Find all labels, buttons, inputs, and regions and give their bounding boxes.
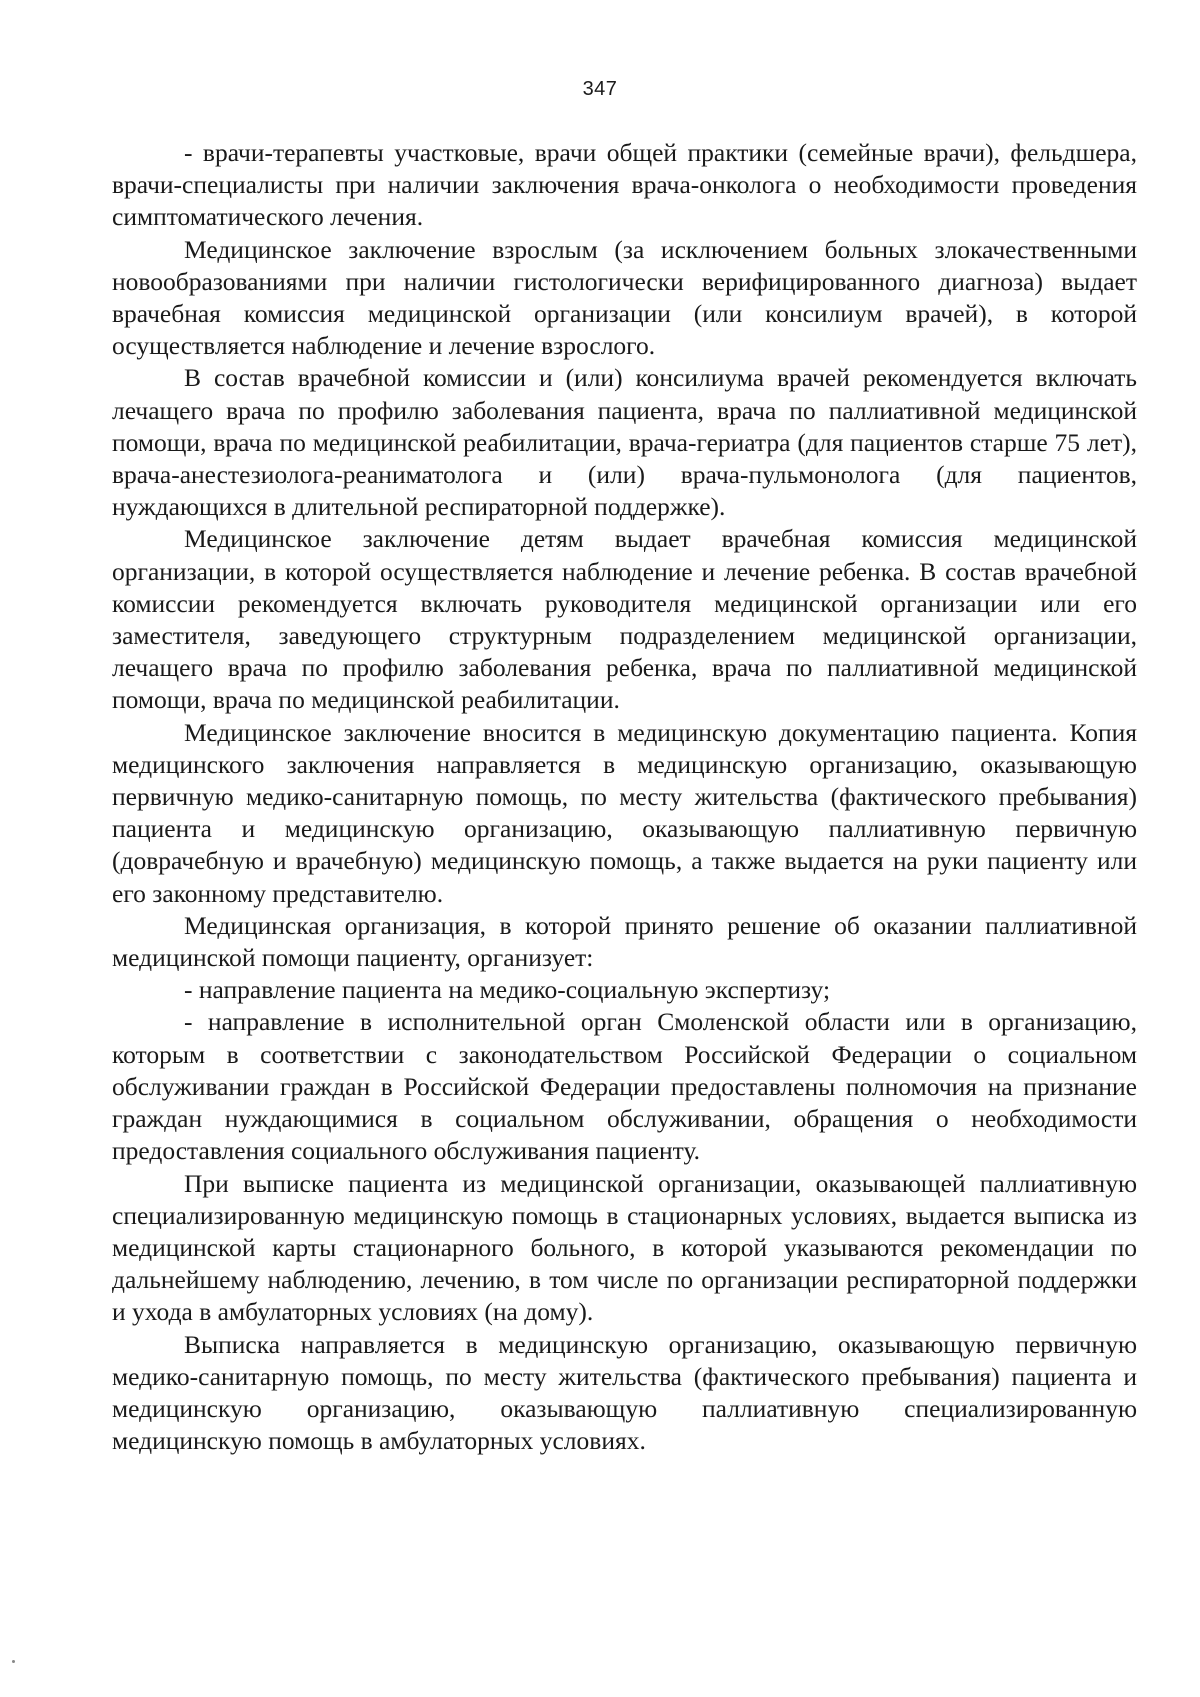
- paragraph-children-conclusion: Медицинское заключение детям выдает врачебная комиссия медицинской организации, в которой осуществляется наблюдение и лечение ребенка. В состав врачебной комиссии рекомендуется включать руководителя медицинской организации или его заместителя, заведующего структурным подразделением медицинской организации, лечащего врача по профилю заболевания ребенка, врача по паллиативной медицинской помощи, врача по медицинской реабилитации.: [112, 524, 1137, 715]
- paragraph-commission-composition: В состав врачебной комиссии и (или) консилиума врачей рекомендуется включать лечащего врача по профилю заболевания пациента, врача по паллиативной медицинской помощи, врача по медицинской реабилитации, врача-гериатра (для пациентов старше 75 лет), врача-анестезиолога-реаниматолога и (или) врача-пульмонолога (для пациентов, нуждающихся в длительной респираторной поддержке).: [112, 363, 1137, 522]
- scan-artifact-dot: [12, 1660, 15, 1663]
- body-text: [112, 137, 1137, 1457]
- paragraph-documentation: Медицинское заключение вносится в медицинскую документацию пациента. Копия медицинского заключения направляется в медицинскую организацию, оказывающую первичную медико-санитарную помощь, по месту жительства (фактического пребывания) пациента и медицинскую организацию, оказывающую паллиативную первичную (доврачебную и врачебную) медицинскую помощь, а также выдается на руки пациенту или его законному представителю.: [112, 717, 1137, 908]
- list-item-social-services-referral: - направление в исполнительной орган Смоленской области или в организацию, которым в соответствии с законодательством Российской Федерации о социальном обслуживании граждан в Российской Федерации предоставлены полномочия на признание граждан нуждающимися в социальном обслуживании, обращения о необходимости предоставления социального обслуживания пациенту.: [112, 1007, 1137, 1166]
- paragraph-physicians-list: - врачи-терапевты участковые, врачи общей практики (семейные врачи), фельдшера, врачи-специалисты при наличии заключения врача-онколога о необходимости проведения симптоматического лечения.: [112, 138, 1137, 232]
- paragraph-extract-referral: Выписка направляется в медицинскую организацию, оказывающую первичную медико-санитарную помощь, по месту жительства (фактического пребывания) пациента и медицинскую организацию, оказывающую паллиативную специализированную медицинскую помощь в амбулаторных условиях.: [112, 1329, 1137, 1456]
- paragraph-organization-duties: Медицинская организация, в которой принято решение об оказании паллиативной медицинской помощи пациенту, организует:: [112, 910, 1137, 973]
- list-item-expertise-referral: - направление пациента на медико-социальную экспертизу;: [184, 975, 831, 1005]
- page-number: 347: [582, 78, 618, 100]
- paragraph-adult-conclusion: Медицинское заключение взрослым (за исключением больных злокачественными новообразованиями при наличии гистологически верифицированного диагноза) выдает врачебная комиссия медицинской организации (или консилиум врачей), в которой осуществляется наблюдение и лечение взрослого.: [112, 234, 1137, 361]
- paragraph-discharge: При выписке пациента из медицинской организации, оказывающей паллиативную специализированную медицинскую помощь в стационарных условиях, выдается выписка из медицинской карты стационарного больного, в которой указываются рекомендации по дальнейшему наблюдению, лечению, в том числе по организации респираторной поддержки и ухода в амбулаторных условиях (на дому).: [112, 1168, 1137, 1327]
